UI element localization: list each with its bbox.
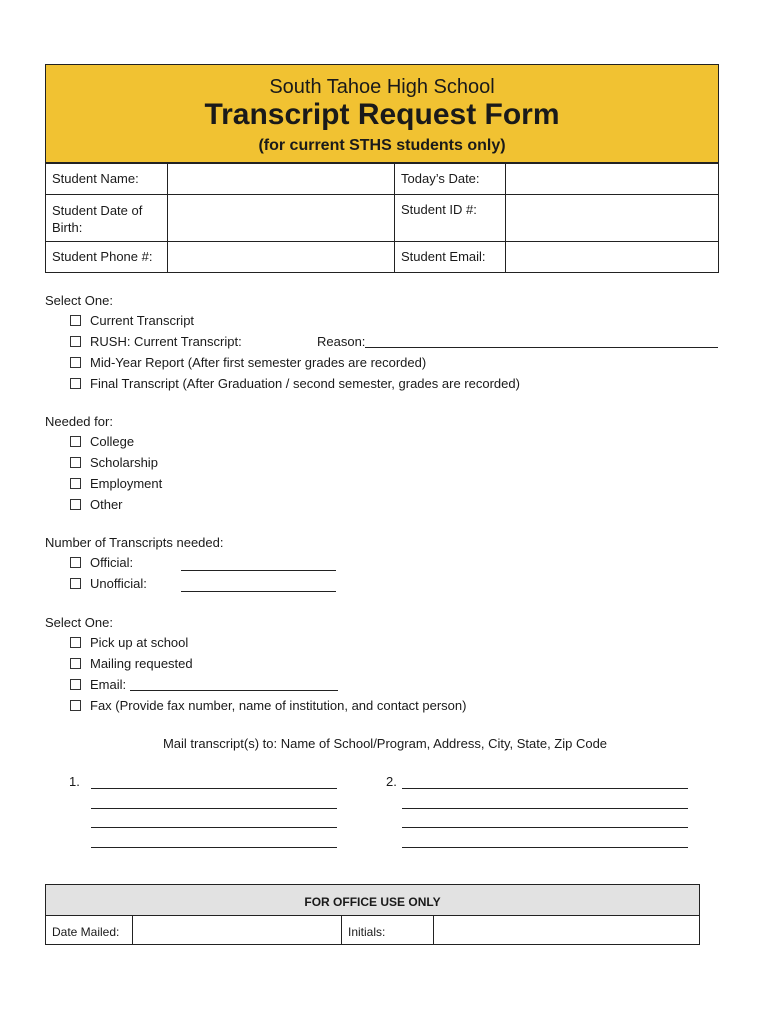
form-subtitle: (for current STHS students only) bbox=[258, 137, 506, 154]
rush-transcript-checkbox[interactable] bbox=[70, 336, 81, 347]
initials-label: Initials: bbox=[342, 916, 434, 944]
option-mid-year-report bbox=[70, 355, 426, 370]
dob-field[interactable] bbox=[168, 195, 395, 242]
student-name-label: Student Name: bbox=[46, 164, 168, 195]
mailing-checkbox[interactable] bbox=[70, 658, 81, 669]
option-label: Current Transcript bbox=[90, 313, 195, 328]
email-address-input[interactable] bbox=[130, 678, 338, 691]
mail-to-heading: Mail transcript(s) to: Name of School/Program, Address, City, State, Zip Code bbox=[162, 736, 608, 751]
option-employment bbox=[70, 476, 162, 491]
other-checkbox[interactable] bbox=[70, 499, 81, 510]
pickup-checkbox[interactable] bbox=[70, 637, 81, 648]
form-header bbox=[45, 64, 719, 163]
option-label: Pick up at school bbox=[90, 635, 189, 650]
student-id-field[interactable] bbox=[506, 195, 719, 242]
todays-date-field[interactable] bbox=[506, 164, 719, 195]
address-2-line-2[interactable] bbox=[402, 808, 688, 809]
initials-field[interactable] bbox=[434, 916, 699, 944]
option-fax bbox=[70, 698, 466, 713]
date-mailed-field[interactable] bbox=[133, 916, 342, 944]
option-unofficial bbox=[70, 576, 147, 591]
table-row bbox=[46, 195, 719, 242]
email-field[interactable] bbox=[506, 242, 719, 273]
table-row bbox=[46, 164, 719, 195]
fax-checkbox[interactable] bbox=[70, 700, 81, 711]
unofficial-checkbox[interactable] bbox=[70, 578, 81, 589]
option-scholarship bbox=[70, 455, 158, 470]
official-checkbox[interactable] bbox=[70, 557, 81, 568]
student-name-field[interactable] bbox=[168, 164, 395, 195]
date-mailed-label: Date Mailed: bbox=[46, 916, 133, 944]
form-title: Transcript Request Form bbox=[204, 98, 560, 131]
email-label: Student Email: bbox=[395, 242, 506, 273]
option-pickup bbox=[70, 635, 188, 650]
student-info-table bbox=[45, 163, 719, 273]
address-1-line-2[interactable] bbox=[91, 808, 337, 809]
option-label: Scholarship bbox=[90, 455, 158, 470]
unofficial-count-input[interactable] bbox=[181, 579, 336, 592]
phone-label: Student Phone #: bbox=[46, 242, 168, 273]
dob-label: Student Date of Birth: bbox=[46, 195, 168, 242]
option-label: College bbox=[90, 434, 135, 449]
address-1-line-4[interactable] bbox=[91, 847, 337, 848]
transcript-type-label: Select One: bbox=[45, 293, 113, 308]
address-1-line-1[interactable] bbox=[91, 788, 337, 789]
table-row bbox=[46, 242, 719, 273]
number-needed-label: Number of Transcripts needed: bbox=[45, 535, 224, 550]
scholarship-checkbox[interactable] bbox=[70, 457, 81, 468]
option-label: Employment bbox=[90, 476, 163, 491]
option-college bbox=[70, 434, 134, 449]
address-2-line-4[interactable] bbox=[402, 847, 688, 848]
college-checkbox[interactable] bbox=[70, 436, 81, 447]
option-other bbox=[70, 497, 123, 512]
option-label: Email: bbox=[90, 677, 127, 692]
option-label: Official: bbox=[90, 555, 134, 570]
final-transcript-checkbox[interactable] bbox=[70, 378, 81, 389]
office-use-box bbox=[45, 884, 700, 945]
address-1-number: 1. bbox=[69, 774, 80, 789]
student-id-label: Student ID #: bbox=[395, 195, 506, 242]
phone-field[interactable] bbox=[168, 242, 395, 273]
option-label: Unofficial: bbox=[90, 576, 147, 591]
todays-date-label: Today’s Date: bbox=[395, 164, 506, 195]
official-count-input[interactable] bbox=[181, 558, 336, 571]
option-email bbox=[70, 677, 338, 692]
school-name: South Tahoe High School bbox=[269, 76, 495, 98]
option-final-transcript bbox=[70, 376, 520, 391]
reason-input[interactable] bbox=[365, 335, 718, 348]
needed-for-label: Needed for: bbox=[45, 414, 113, 429]
office-use-row bbox=[46, 916, 699, 944]
office-use-heading: FOR OFFICE USE ONLY bbox=[46, 885, 699, 916]
option-label: Mid-Year Report (After first semester grades are recorded) bbox=[90, 355, 427, 370]
option-rush-transcript bbox=[70, 334, 242, 349]
address-2-line-1[interactable] bbox=[402, 788, 688, 789]
option-current-transcript bbox=[70, 313, 194, 328]
delivery-label: Select One: bbox=[45, 615, 113, 630]
option-label: Fax (Provide fax number, name of institution, and contact person) bbox=[90, 698, 467, 713]
reason-label: Reason: bbox=[317, 334, 366, 349]
address-2-line-3[interactable] bbox=[402, 827, 688, 828]
option-label: Mailing requested bbox=[90, 656, 193, 671]
option-label: RUSH: Current Transcript: bbox=[90, 334, 242, 349]
option-mailing bbox=[70, 656, 193, 671]
option-label: Final Transcript (After Graduation / second semester, grades are recorded) bbox=[90, 376, 520, 391]
employment-checkbox[interactable] bbox=[70, 478, 81, 489]
address-1-line-3[interactable] bbox=[91, 827, 337, 828]
current-transcript-checkbox[interactable] bbox=[70, 315, 81, 326]
address-2-number: 2. bbox=[386, 774, 397, 789]
email-checkbox[interactable] bbox=[70, 679, 81, 690]
option-label: Other bbox=[90, 497, 123, 512]
reason-field bbox=[317, 334, 718, 349]
mid-year-checkbox[interactable] bbox=[70, 357, 81, 368]
option-official bbox=[70, 555, 133, 570]
